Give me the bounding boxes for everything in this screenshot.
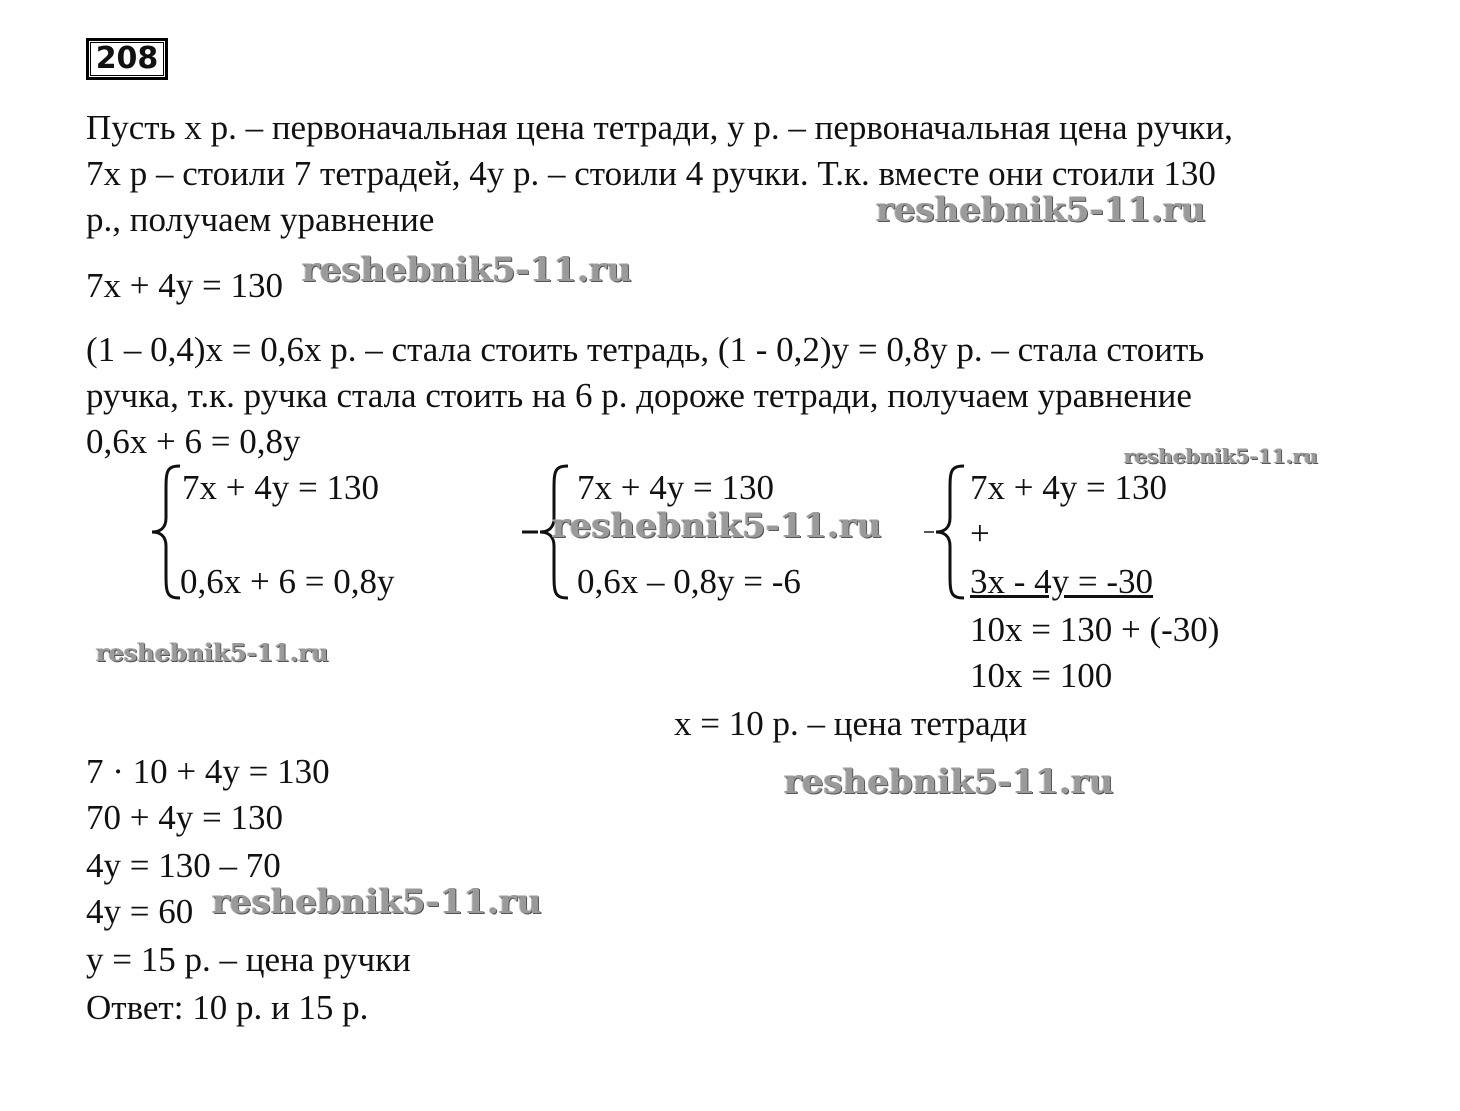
intro-line-2: 7х р – стоили 7 тетрадей, 4у р. – стоили 4 ручки. Т.к. вместе они стоили 130 (86, 154, 1216, 193)
system-3-bottom: 3х - 4у = -30 (970, 562, 1154, 601)
system-2-top: 7х + 4у = 130 (577, 468, 774, 507)
system-1-bottom: 0,6х + 6 = 0,8у (180, 562, 395, 601)
system-1-top: 7х + 4у = 130 (182, 468, 379, 507)
second-line-2: ручка, т.к. ручка стала стоить на 6 р. дороже тетради, получаем уравнение (86, 376, 1192, 415)
second-line-1: (1 – 0,4)х = 0,6х р. – стала стоить тетрадь, (1 - 0,2)у = 0,8у р. – стала стоить (86, 330, 1205, 369)
solve-y-line-2: 70 + 4у = 130 (86, 798, 283, 837)
system-2-bottom: 0,6х – 0,8у = -6 (577, 562, 801, 601)
watermark: reshebnik5-11.ru (212, 882, 542, 922)
watermark: reshebnik5-11.ru (1124, 444, 1318, 468)
answer-line: Ответ: 10 р. и 15 р. (86, 988, 369, 1027)
second-line-3: 0,6х + 6 = 0,8у (86, 422, 301, 461)
intro-line-3: р., получаем уравнение (86, 200, 435, 239)
solve-x-line-2: 10х = 100 (970, 656, 1113, 695)
watermark: reshebnik5-11.ru (784, 762, 1114, 802)
watermark: reshebnik5-11.ru (96, 638, 329, 667)
watermark: reshebnik5-11.ru (552, 506, 882, 546)
solve-y-line-4: 4у = 60 (86, 892, 194, 931)
brace-icon (920, 462, 970, 602)
equation-1: 7х + 4у = 130 (86, 266, 283, 305)
intro-line-1: Пусть х р. – первоначальная цена тетради, у р. – первоначальная цена ручки, (86, 108, 1233, 147)
solve-y-line-1: 7 · 10 + 4у = 130 (86, 752, 330, 791)
solve-y-line-3: 4у = 130 – 70 (86, 846, 281, 885)
watermark: reshebnik5-11.ru (302, 250, 632, 290)
problem-number: 208 (86, 38, 168, 80)
solve-y-line-5: у = 15 р. – цена ручки (86, 940, 411, 979)
watermark: reshebnik5-11.ru (876, 190, 1206, 230)
system-3-top: 7х + 4у = 130 (970, 468, 1167, 507)
x-result: х = 10 р. – цена тетради (674, 704, 1028, 743)
system-3-plus: + (970, 514, 990, 553)
solve-x-line-1: 10х = 130 + (-30) (970, 610, 1220, 649)
